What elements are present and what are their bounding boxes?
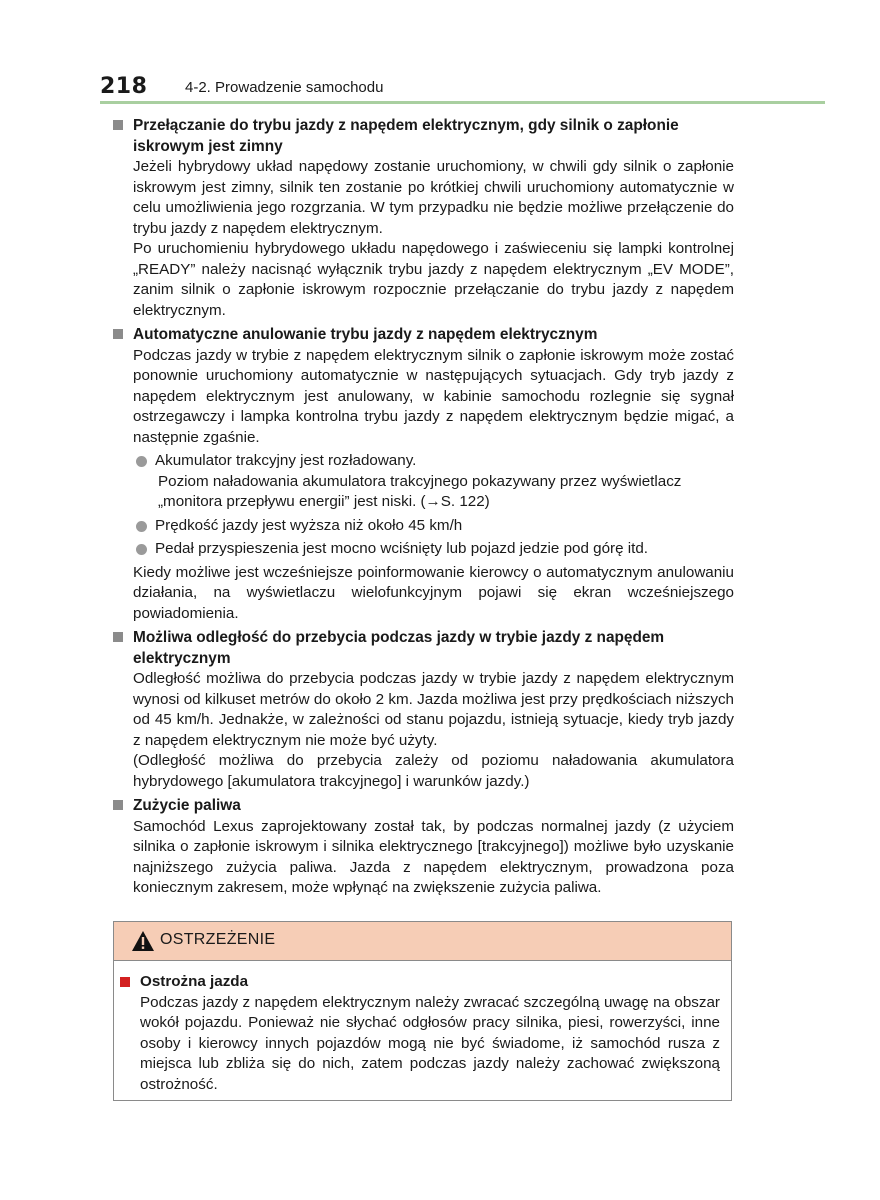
paragraph: Podczas jazdy w trybie z napędem elektrycznym silnik o zapłonie iskrowym może zostać ponownie uruchomiony automatycznie w następujących sytuacjach. Gdy tryb jazdy z napędem elektrycznym jest anulowany, w kabinie samochodu rozlegnie się sygnał ostrzegawczy i lampka kontrolna trybu jazdy z napędem elektrycznym będzie migać, a następnie zgaśnie. (133, 346, 734, 446)
warning-triangle-icon (131, 930, 155, 952)
paragraph: Po uruchomieniu hybrydowego układu napędowego i zaświeceniu się lampki kontrolnej „READY” należy nacisnąć wyłącznik trybu jazdy z napędem elektrycznym „EV MODE”, zanim silnik o zapłonie iskrowym rozpocznie przełączanie do trybu jazdy z napędem elektrycznym. (133, 240, 734, 319)
gray-dot-icon (136, 521, 147, 532)
warning-body (120, 972, 720, 1095)
warning-box (113, 921, 732, 1101)
gray-square-icon (113, 800, 123, 810)
section-title: Możliwa odległość do przebycia podczas jazdy w trybie jazdy z napędem elektrycznym (113, 628, 734, 669)
gray-dot-icon (136, 456, 147, 467)
red-square-icon (120, 977, 130, 987)
list-item-detail: Poziom naładowania akumulatora trakcyjnego pokazywany przez wyświetlacz „monitora przepływu energii” jest niski. (→S. 122) (158, 472, 682, 510)
page-header (100, 72, 825, 102)
list-item: Pedał przyspieszenia jest mocno wciśnięty lub pojazd jedzie pod górę itd. (113, 539, 734, 560)
paragraph: Jeżeli hybrydowy układ napędowy zostanie uruchomiony, w chwili gdy silnik o zapłonie iskrowym jest zimny, silnik ten zostanie po krótkiej chwili uruchomiony automatycznie w celu umożliwienia jego rozgrzania. W tym przypadku nie będzie możliwe przełączenie do trybu jazdy z napędem elektrycznym. (133, 158, 734, 237)
section-title: Automatyczne anulowanie trybu jazdy z napędem elektrycznym (113, 325, 734, 346)
gray-square-icon (113, 632, 123, 642)
list-item: Akumulator trakcyjny jest rozładowany. (113, 451, 734, 472)
paragraph: Kiedy możliwe jest wcześniejsze poinformowanie kierowcy o automatycznym anulowaniu działania, na wyświetlaczu wielofunkcyjnym pojawi się ekran wcześniejszego powiadomienia. (133, 563, 734, 622)
list-item: Prędkość jazdy jest wyższa niż około 45 km/h (113, 516, 734, 537)
paragraph: (Odległość możliwa do przebycia zależy od poziomu naładowania akumulatora hybrydowego [akumulatora trakcyjnego] i warunków jazdy.) (133, 752, 734, 790)
section-title: Przełączanie do trybu jazdy z napędem elektrycznym, gdy silnik o zapłonie iskrowym jest zimny (113, 116, 734, 157)
warning-subtitle: Ostrożna jazda (120, 972, 720, 993)
warning-header (114, 922, 731, 961)
section-title: Zużycie paliwa (113, 796, 734, 817)
gray-dot-icon (136, 544, 147, 555)
page-number: 218 (100, 74, 148, 99)
main-content (113, 116, 734, 899)
paragraph: Samochód Lexus zaprojektowany został tak, by podczas normalnej jazdy (z użyciem silnika o zapłonie iskrowym i silnika elektrycznego [trakcyjnego]) możliwe było uzyskanie najniższego zużycia paliwa. Jazda z napędem elektrycznym, prowadzona poza koniecznym zakresem, może wpłynąć na zwiększenie zużycia paliwa. (133, 817, 734, 896)
paragraph: Odległość możliwa do przebycia podczas jazdy w trybie jazdy z napędem elektrycznym wynosi od kilkuset metrów do około 2 km. Jazda możliwa jest przy prędkościach niższych od 45 km/h. Jednakże, w zależności od stanu pojazdu, istnieją sytuacje, kiedy tryb jazdy z napędem elektrycznym nie może być użyty. (133, 670, 734, 749)
gray-square-icon (113, 120, 123, 130)
header-divider (100, 101, 825, 104)
warning-title: OSTRZEŻENIE (160, 931, 276, 948)
chapter-title: 4-2. Prowadzenie samochodu (185, 79, 384, 96)
warning-text: Podczas jazdy z napędem elektrycznym należy zwracać szczególną uwagę na obszar wokół pojazdu. Ponieważ nie słychać odgłosów pracy silnika, piesi, rowerzyści, inne osoby i kierowcy innych pojazdów mogą nie być świadome, iż samochód rusza z miejsca lub zbliża się do nich, zatem podczas jazdy należy zachować zwiększoną ostrożność. (140, 993, 720, 1093)
gray-square-icon (113, 329, 123, 339)
